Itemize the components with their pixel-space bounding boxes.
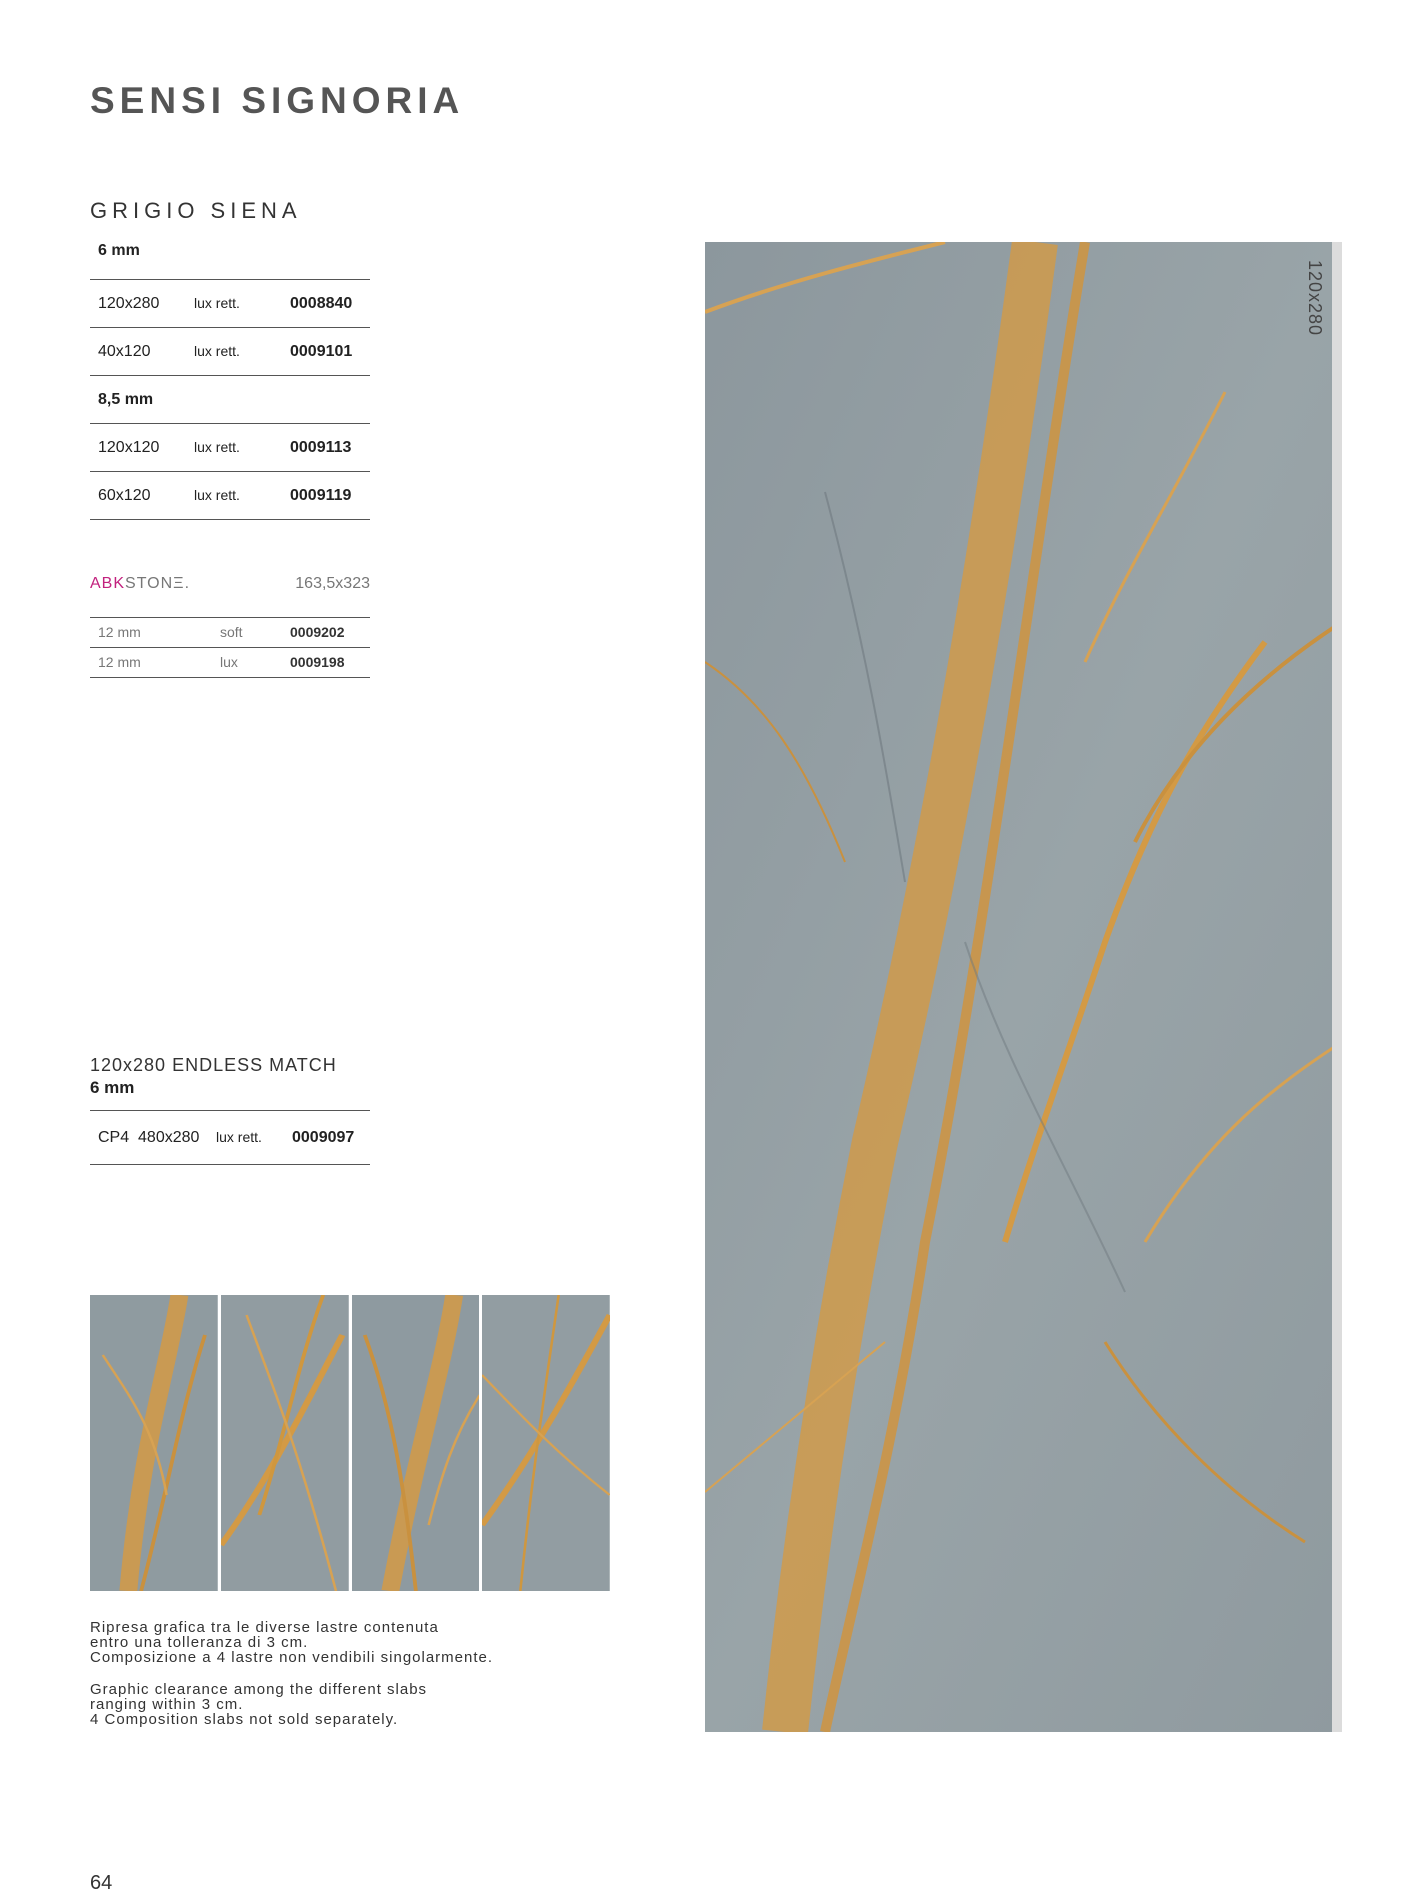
- table-row-header: [90, 376, 370, 424]
- endless-match-title: 120x280 ENDLESS MATCH: [90, 1055, 337, 1075]
- table-row: [90, 648, 370, 678]
- abkstone-logo: ABKSTONΞ.: [90, 575, 191, 592]
- table-row: [90, 618, 370, 648]
- code-cell: 0009097: [292, 1129, 355, 1146]
- slab-thumbnail: [221, 1295, 349, 1591]
- size-cell: 120x120: [98, 439, 160, 456]
- thickness-label: 8,5 mm: [98, 391, 154, 408]
- slab-thumbnail: [90, 1295, 218, 1591]
- table-row: [90, 472, 370, 520]
- series-title: GRIGIO SIENA: [90, 198, 302, 223]
- thickness-cell: 12 mm: [98, 654, 141, 670]
- table-row: [90, 328, 370, 376]
- code-cell: 0009113: [290, 439, 352, 456]
- code-cell: 0009119: [290, 487, 352, 504]
- slab-thumbnail: [482, 1295, 610, 1591]
- slab-thumbnail: [352, 1295, 480, 1591]
- finish-cell: lux rett.: [194, 439, 240, 455]
- endless-composition-image: [90, 1295, 610, 1591]
- table-row: [90, 280, 370, 328]
- notes: [90, 1620, 493, 1744]
- abkstone-size: 163,5x323: [295, 575, 370, 592]
- table-row: [90, 1111, 370, 1165]
- finish-cell: lux rett.: [216, 1129, 262, 1145]
- slab-size-label: 120x280: [1305, 260, 1325, 337]
- finish-cell: lux rett.: [194, 343, 240, 359]
- finish-cell: soft: [220, 624, 243, 640]
- size-cell: 120x280: [98, 295, 160, 312]
- code-cell: 0009101: [290, 343, 353, 360]
- endless-match-table: [90, 1110, 370, 1165]
- finish-cell: lux rett.: [194, 295, 240, 311]
- size-cell: 60x120: [98, 487, 151, 504]
- endless-match-thickness: 6 mm: [90, 1078, 135, 1097]
- size-cell: 40x120: [98, 343, 151, 360]
- finish-cell: lux rett.: [194, 487, 240, 503]
- brand-title: SENSI SIGNORIA: [90, 80, 465, 121]
- size-cell: CP4 480x280: [98, 1129, 200, 1146]
- finish-cell: lux: [220, 654, 238, 670]
- slab-image: [705, 242, 1342, 1732]
- table-row-header: [90, 232, 370, 280]
- thickness-cell: 12 mm: [98, 624, 141, 640]
- thickness-label: 6 mm: [98, 242, 140, 259]
- code-cell: 0008840: [290, 295, 353, 312]
- note-english: Graphic clearance among the different slabs ranging within 3 cm. 4 Composition slabs not sold separately.: [90, 1681, 428, 1728]
- code-cell: 0009202: [290, 624, 345, 640]
- table-row: [90, 424, 370, 472]
- abkstone-table: [90, 617, 370, 678]
- spec-table-6mm: [90, 232, 370, 520]
- note-italian: Ripresa grafica tra le diverse lastre contenuta entro una tolleranza di 3 cm. Composizione a 4 lastre non vendibili singolarmente.: [90, 1619, 494, 1666]
- page-number: 64: [90, 1872, 113, 1894]
- code-cell: 0009198: [290, 654, 345, 670]
